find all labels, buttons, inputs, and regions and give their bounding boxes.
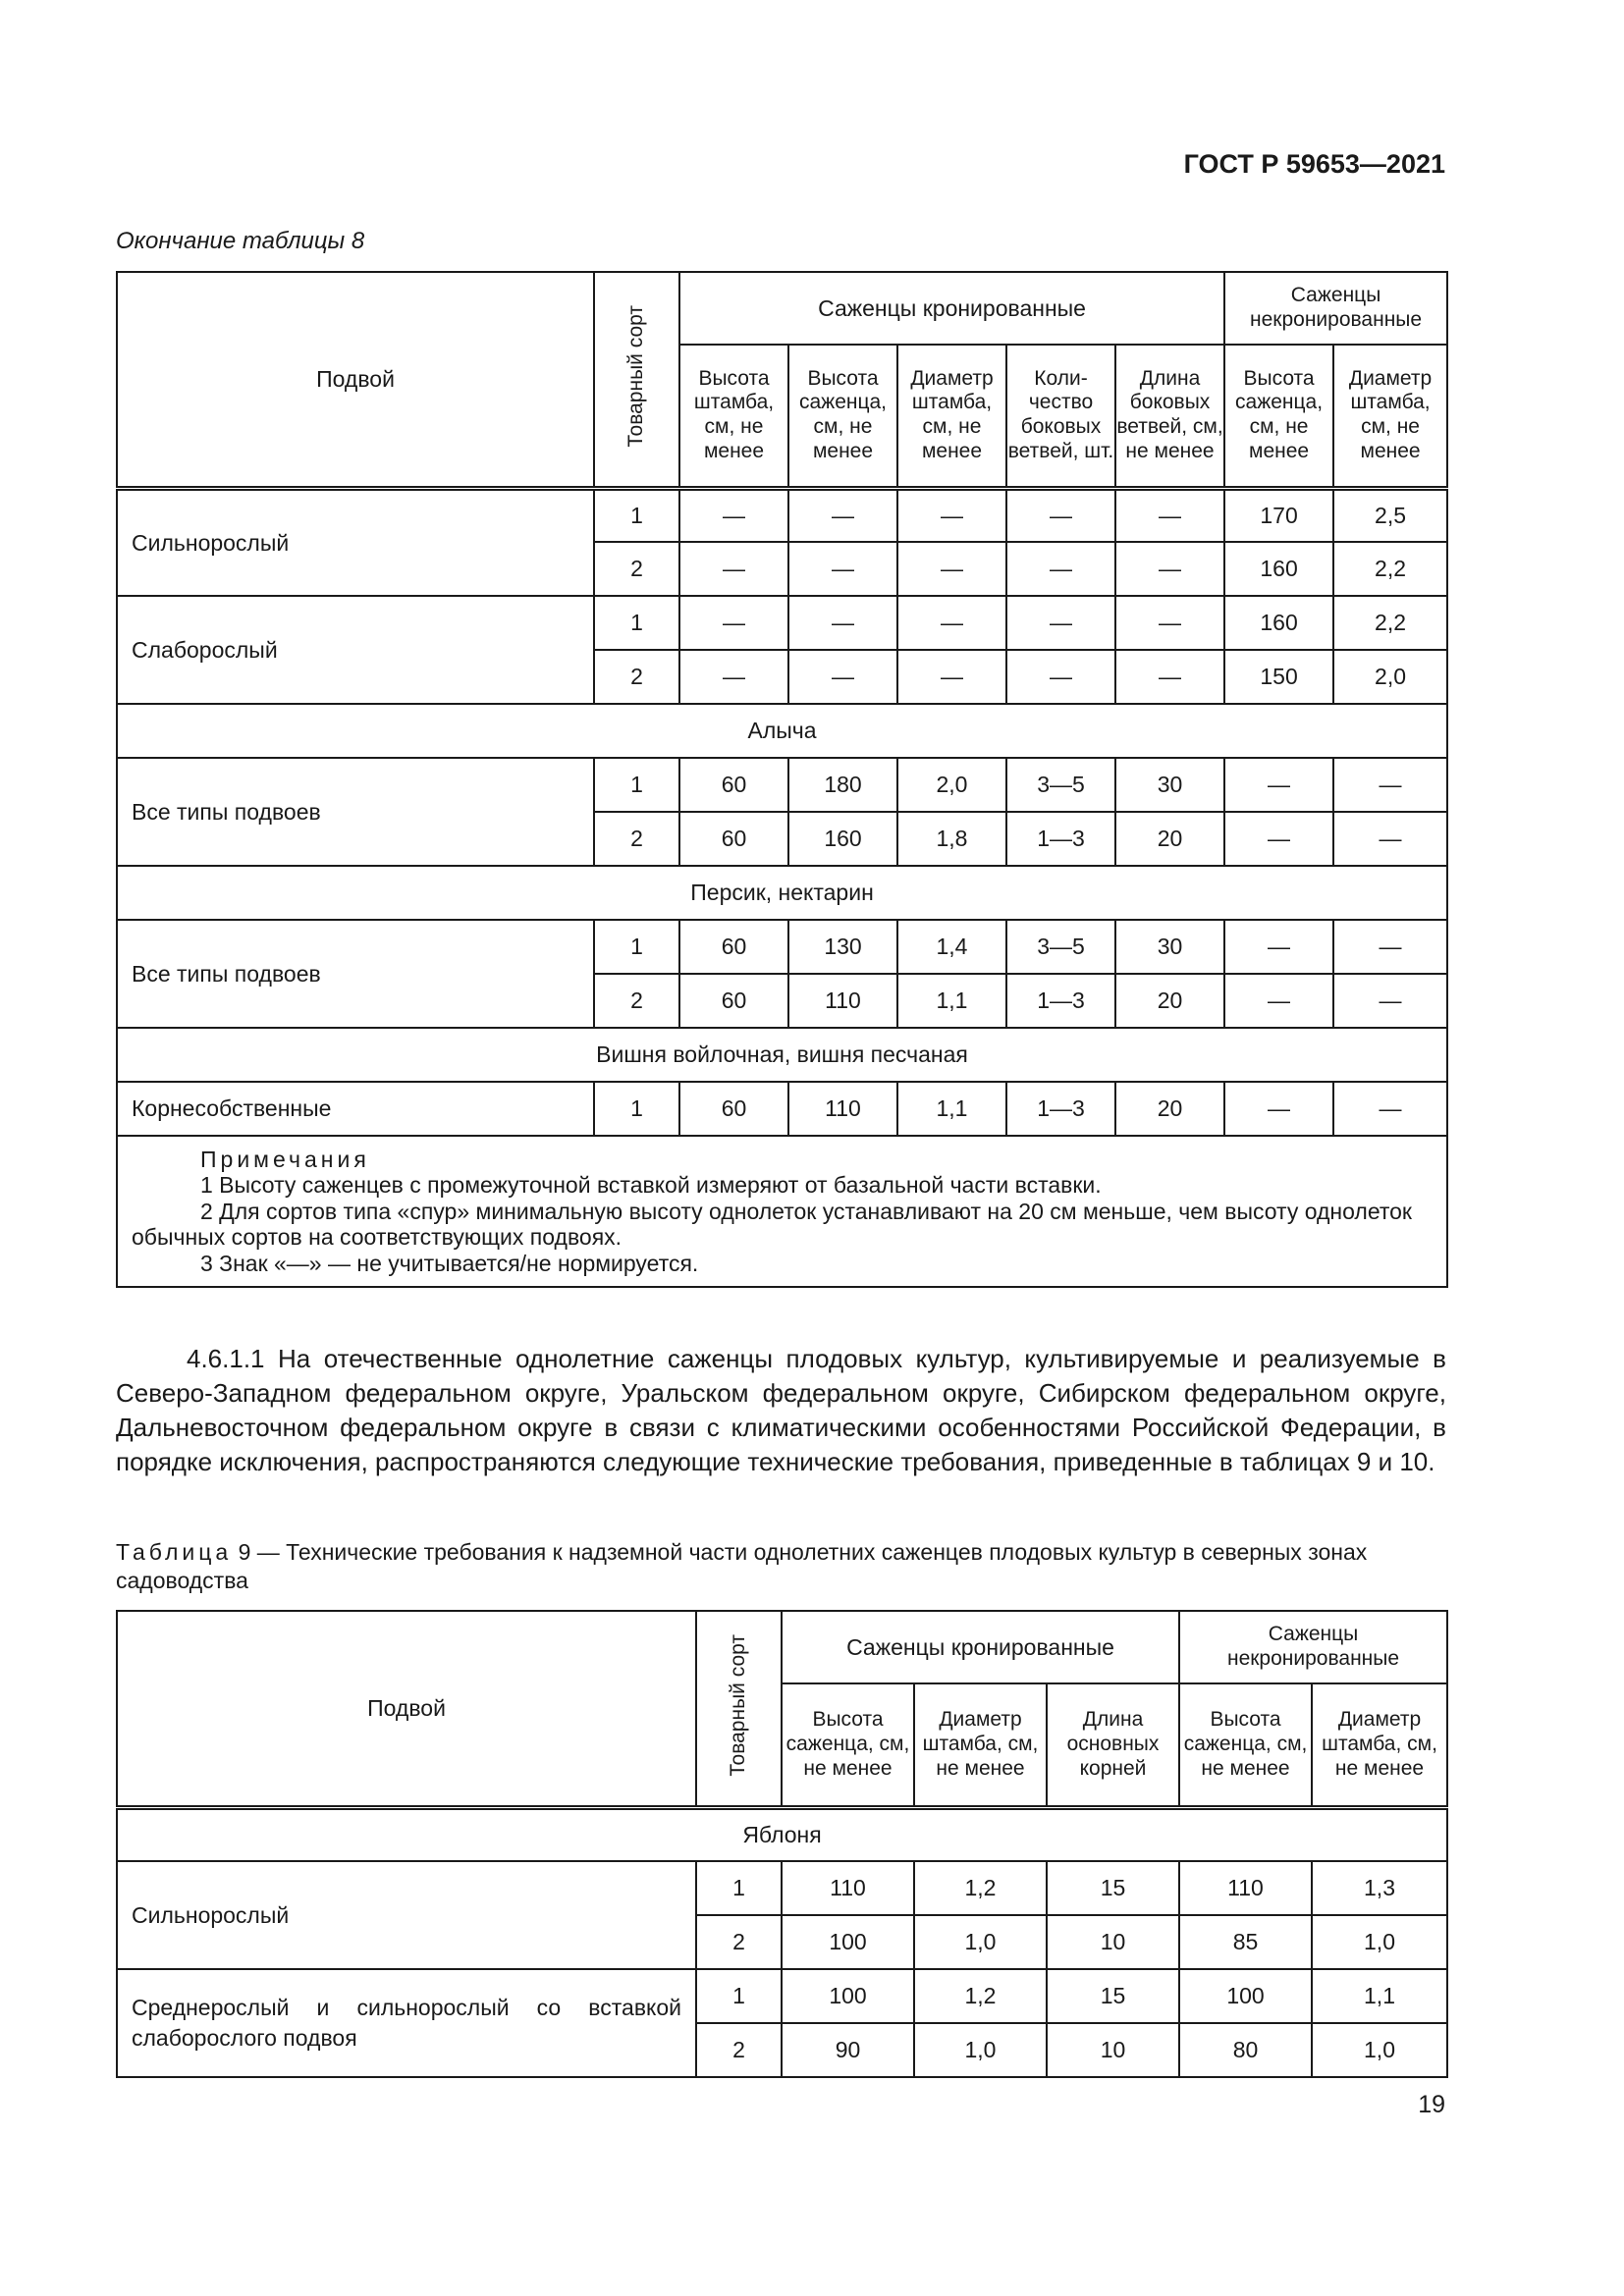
value-cell: 1,8	[897, 812, 1006, 866]
value-cell: —	[788, 488, 897, 542]
header-col: Диаметр штамба, см, не менее	[1312, 1683, 1447, 1807]
value-cell: —	[1333, 1082, 1447, 1136]
value-cell: —	[1224, 974, 1333, 1028]
notes-title: Примечания	[200, 1147, 370, 1172]
value-cell: 1,2	[914, 1969, 1047, 2023]
value-cell: 10	[1047, 2023, 1179, 2077]
table-8-caption: Окончание таблицы 8	[116, 228, 365, 254]
value-cell: 110	[788, 1082, 897, 1136]
header-group-uncrowned: Саженцы некронированные	[1224, 272, 1447, 345]
rootstock-cell: Сильнорослый	[117, 488, 594, 596]
header-grade-label: Товарный сорт	[624, 305, 648, 448]
header-grade	[594, 272, 679, 488]
value-cell: —	[679, 650, 788, 704]
rootstock-cell: Все типы подвоев	[117, 920, 594, 1028]
grade-cell: 2	[696, 1915, 782, 1969]
value-cell: 90	[782, 2023, 914, 2077]
page-number: 19	[1418, 2091, 1445, 2118]
header-col: Диаметр штамба, см, не менее	[914, 1683, 1047, 1807]
value-cell: 1—3	[1006, 974, 1115, 1028]
document-code: ГОСТ Р 59653—2021	[1183, 149, 1445, 179]
header-grade	[696, 1611, 782, 1807]
value-cell: —	[1115, 596, 1224, 650]
value-cell: —	[1224, 1082, 1333, 1136]
header-grade-label: Товарный сорт	[727, 1634, 750, 1777]
value-cell: 160	[1224, 542, 1333, 596]
value-cell: 1,1	[1312, 1969, 1447, 2023]
caption-text: 9 — Технические требования к надземной части однолетних саженцев плодовых культур в северных зонах садоводства	[116, 1539, 1368, 1593]
caption-label: Таблица	[116, 1539, 233, 1565]
value-cell: —	[1224, 758, 1333, 812]
header-col: Высота саженца, см, не менее	[782, 1683, 914, 1807]
value-cell: 110	[782, 1861, 914, 1915]
header-col: Длина основных корней	[1047, 1683, 1179, 1807]
value-cell: 1,4	[897, 920, 1006, 974]
value-cell: —	[1006, 488, 1115, 542]
value-cell: —	[1006, 596, 1115, 650]
value-cell: 1,3	[1312, 1861, 1447, 1915]
value-cell: —	[1333, 920, 1447, 974]
header-group-uncrowned: Саженцы некронированные	[1179, 1611, 1447, 1683]
value-cell: —	[897, 650, 1006, 704]
value-cell: —	[1224, 920, 1333, 974]
value-cell: 10	[1047, 1915, 1179, 1969]
value-cell: 2,2	[1333, 542, 1447, 596]
table-8	[116, 271, 1448, 1288]
header-rootstock: Подвой	[117, 272, 594, 488]
value-cell: —	[788, 542, 897, 596]
value-cell: 1,1	[897, 974, 1006, 1028]
value-cell: 160	[788, 812, 897, 866]
value-cell: 20	[1115, 1082, 1224, 1136]
grade-cell: 2	[594, 974, 679, 1028]
grade-cell: 1	[696, 1861, 782, 1915]
value-cell: —	[897, 596, 1006, 650]
value-cell: —	[679, 596, 788, 650]
value-cell: 20	[1115, 974, 1224, 1028]
value-cell: 30	[1115, 758, 1224, 812]
rootstock-cell: Корнесобственные	[117, 1082, 594, 1136]
value-cell: —	[1333, 812, 1447, 866]
value-cell: 2,0	[897, 758, 1006, 812]
value-cell: 60	[679, 974, 788, 1028]
section-title: Яблоня	[117, 1807, 1447, 1861]
value-cell: 180	[788, 758, 897, 812]
value-cell: 150	[1224, 650, 1333, 704]
table-row	[117, 758, 1447, 812]
value-cell: 1,1	[897, 1082, 1006, 1136]
grade-cell: 1	[594, 1082, 679, 1136]
grade-cell: 1	[696, 1969, 782, 2023]
note-item: 3 Знак «—» — не учитывается/не нормируется.	[200, 1250, 699, 1276]
note-item: 1 Высоту саженцев с промежуточной вставкой измеряют от базальной части вставки.	[200, 1172, 1102, 1199]
value-cell: 60	[679, 1082, 788, 1136]
table-row	[117, 1861, 1447, 1915]
value-cell: 2,5	[1333, 488, 1447, 542]
value-cell: 2,0	[1333, 650, 1447, 704]
value-cell: 3—5	[1006, 920, 1115, 974]
value-cell: —	[788, 596, 897, 650]
value-cell: 15	[1047, 1861, 1179, 1915]
value-cell: 3—5	[1006, 758, 1115, 812]
note-item: 2 Для сортов типа «спур» минимальную высоту однолеток устанавливают на 20 см меньше, чем высоту однолеток обычных сортов на соответствующих подвоях.	[132, 1198, 1412, 1251]
grade-cell: 1	[594, 596, 679, 650]
header-col: Высота саженца, см, не менее	[1224, 345, 1333, 488]
rootstock-cell: Все типы подвоев	[117, 758, 594, 866]
value-cell: —	[897, 542, 1006, 596]
value-cell: 110	[788, 974, 897, 1028]
value-cell: —	[1224, 812, 1333, 866]
value-cell: —	[1115, 542, 1224, 596]
header-rootstock: Подвой	[117, 1611, 696, 1807]
value-cell: 100	[1179, 1969, 1312, 2023]
header-group-crowned: Саженцы кронированные	[782, 1611, 1179, 1683]
value-cell: 1,2	[914, 1861, 1047, 1915]
value-cell: —	[679, 542, 788, 596]
header-col: Высота саженца, см, не менее	[788, 345, 897, 488]
value-cell: 60	[679, 920, 788, 974]
value-cell: 15	[1047, 1969, 1179, 2023]
section-title: Алыча	[117, 704, 1447, 758]
value-cell: 30	[1115, 920, 1224, 974]
value-cell: 1,0	[1312, 2023, 1447, 2077]
value-cell: —	[1333, 974, 1447, 1028]
section-title: Персик, нектарин	[117, 866, 1447, 920]
table-row	[117, 920, 1447, 974]
value-cell: 100	[782, 1969, 914, 2023]
header-col: Коли-чество боковых ветвей, шт.	[1006, 345, 1115, 488]
value-cell: —	[897, 488, 1006, 542]
rootstock-cell: Среднерослый и сильнорослый со вставкой слаборослого подвоя	[117, 1969, 696, 2077]
value-cell: —	[1333, 758, 1447, 812]
value-cell: —	[788, 650, 897, 704]
grade-cell: 1	[594, 758, 679, 812]
header-group-crowned: Саженцы кронированные	[679, 272, 1224, 345]
table-row	[117, 596, 1447, 650]
header-col: Диаметр штамба, см, не менее	[897, 345, 1006, 488]
value-cell: —	[1006, 542, 1115, 596]
value-cell: —	[1115, 650, 1224, 704]
section-title: Вишня войлочная, вишня песчаная	[117, 1028, 1447, 1082]
table-notes	[117, 1136, 1447, 1287]
table-row	[117, 1082, 1447, 1136]
header-col: Длина боковых ветвей, см, не менее	[1115, 345, 1224, 488]
paragraph-4-6-1-1: 4.6.1.1 На отечественные однолетние саженцы плодовых культур, культивируемые и реализуемые в Северо-Западном федеральном округе, Уральском федеральном округе, Сибирском федеральном округе, Дальневосточном федеральном округе в связи с климатическими особенностями Российской Федерации, в порядке исключения, распространяются следующие технические требования, приведенные в таблицах 9 и 10.	[116, 1344, 1446, 1476]
value-cell: 1—3	[1006, 812, 1115, 866]
value-cell: 1—3	[1006, 1082, 1115, 1136]
grade-cell: 2	[594, 542, 679, 596]
value-cell: 60	[679, 812, 788, 866]
value-cell: 20	[1115, 812, 1224, 866]
value-cell: 1,0	[1312, 1915, 1447, 1969]
header-col: Диаметр штамба, см, не менее	[1333, 345, 1447, 488]
value-cell: 100	[782, 1915, 914, 1969]
rootstock-cell: Слаборослый	[117, 596, 594, 704]
table-9	[116, 1610, 1448, 2078]
header-col: Высота штамба, см, не менее	[679, 345, 788, 488]
grade-cell: 2	[594, 650, 679, 704]
table-row	[117, 488, 1447, 542]
value-cell: 1,0	[914, 2023, 1047, 2077]
value-cell: 60	[679, 758, 788, 812]
value-cell: 170	[1224, 488, 1333, 542]
value-cell: 130	[788, 920, 897, 974]
value-cell: —	[1115, 488, 1224, 542]
grade-cell: 2	[696, 2023, 782, 2077]
value-cell: 2,2	[1333, 596, 1447, 650]
value-cell: —	[679, 488, 788, 542]
value-cell: 1,0	[914, 1915, 1047, 1969]
grade-cell: 1	[594, 488, 679, 542]
value-cell: 110	[1179, 1861, 1312, 1915]
rootstock-cell: Сильнорослый	[117, 1861, 696, 1969]
table-row	[117, 1969, 1447, 2023]
value-cell: 85	[1179, 1915, 1312, 1969]
table-9-caption	[116, 1538, 1446, 1595]
header-col: Высота саженца, см, не менее	[1179, 1683, 1312, 1807]
grade-cell: 1	[594, 920, 679, 974]
grade-cell: 2	[594, 812, 679, 866]
value-cell: 80	[1179, 2023, 1312, 2077]
value-cell: 160	[1224, 596, 1333, 650]
value-cell: —	[1006, 650, 1115, 704]
